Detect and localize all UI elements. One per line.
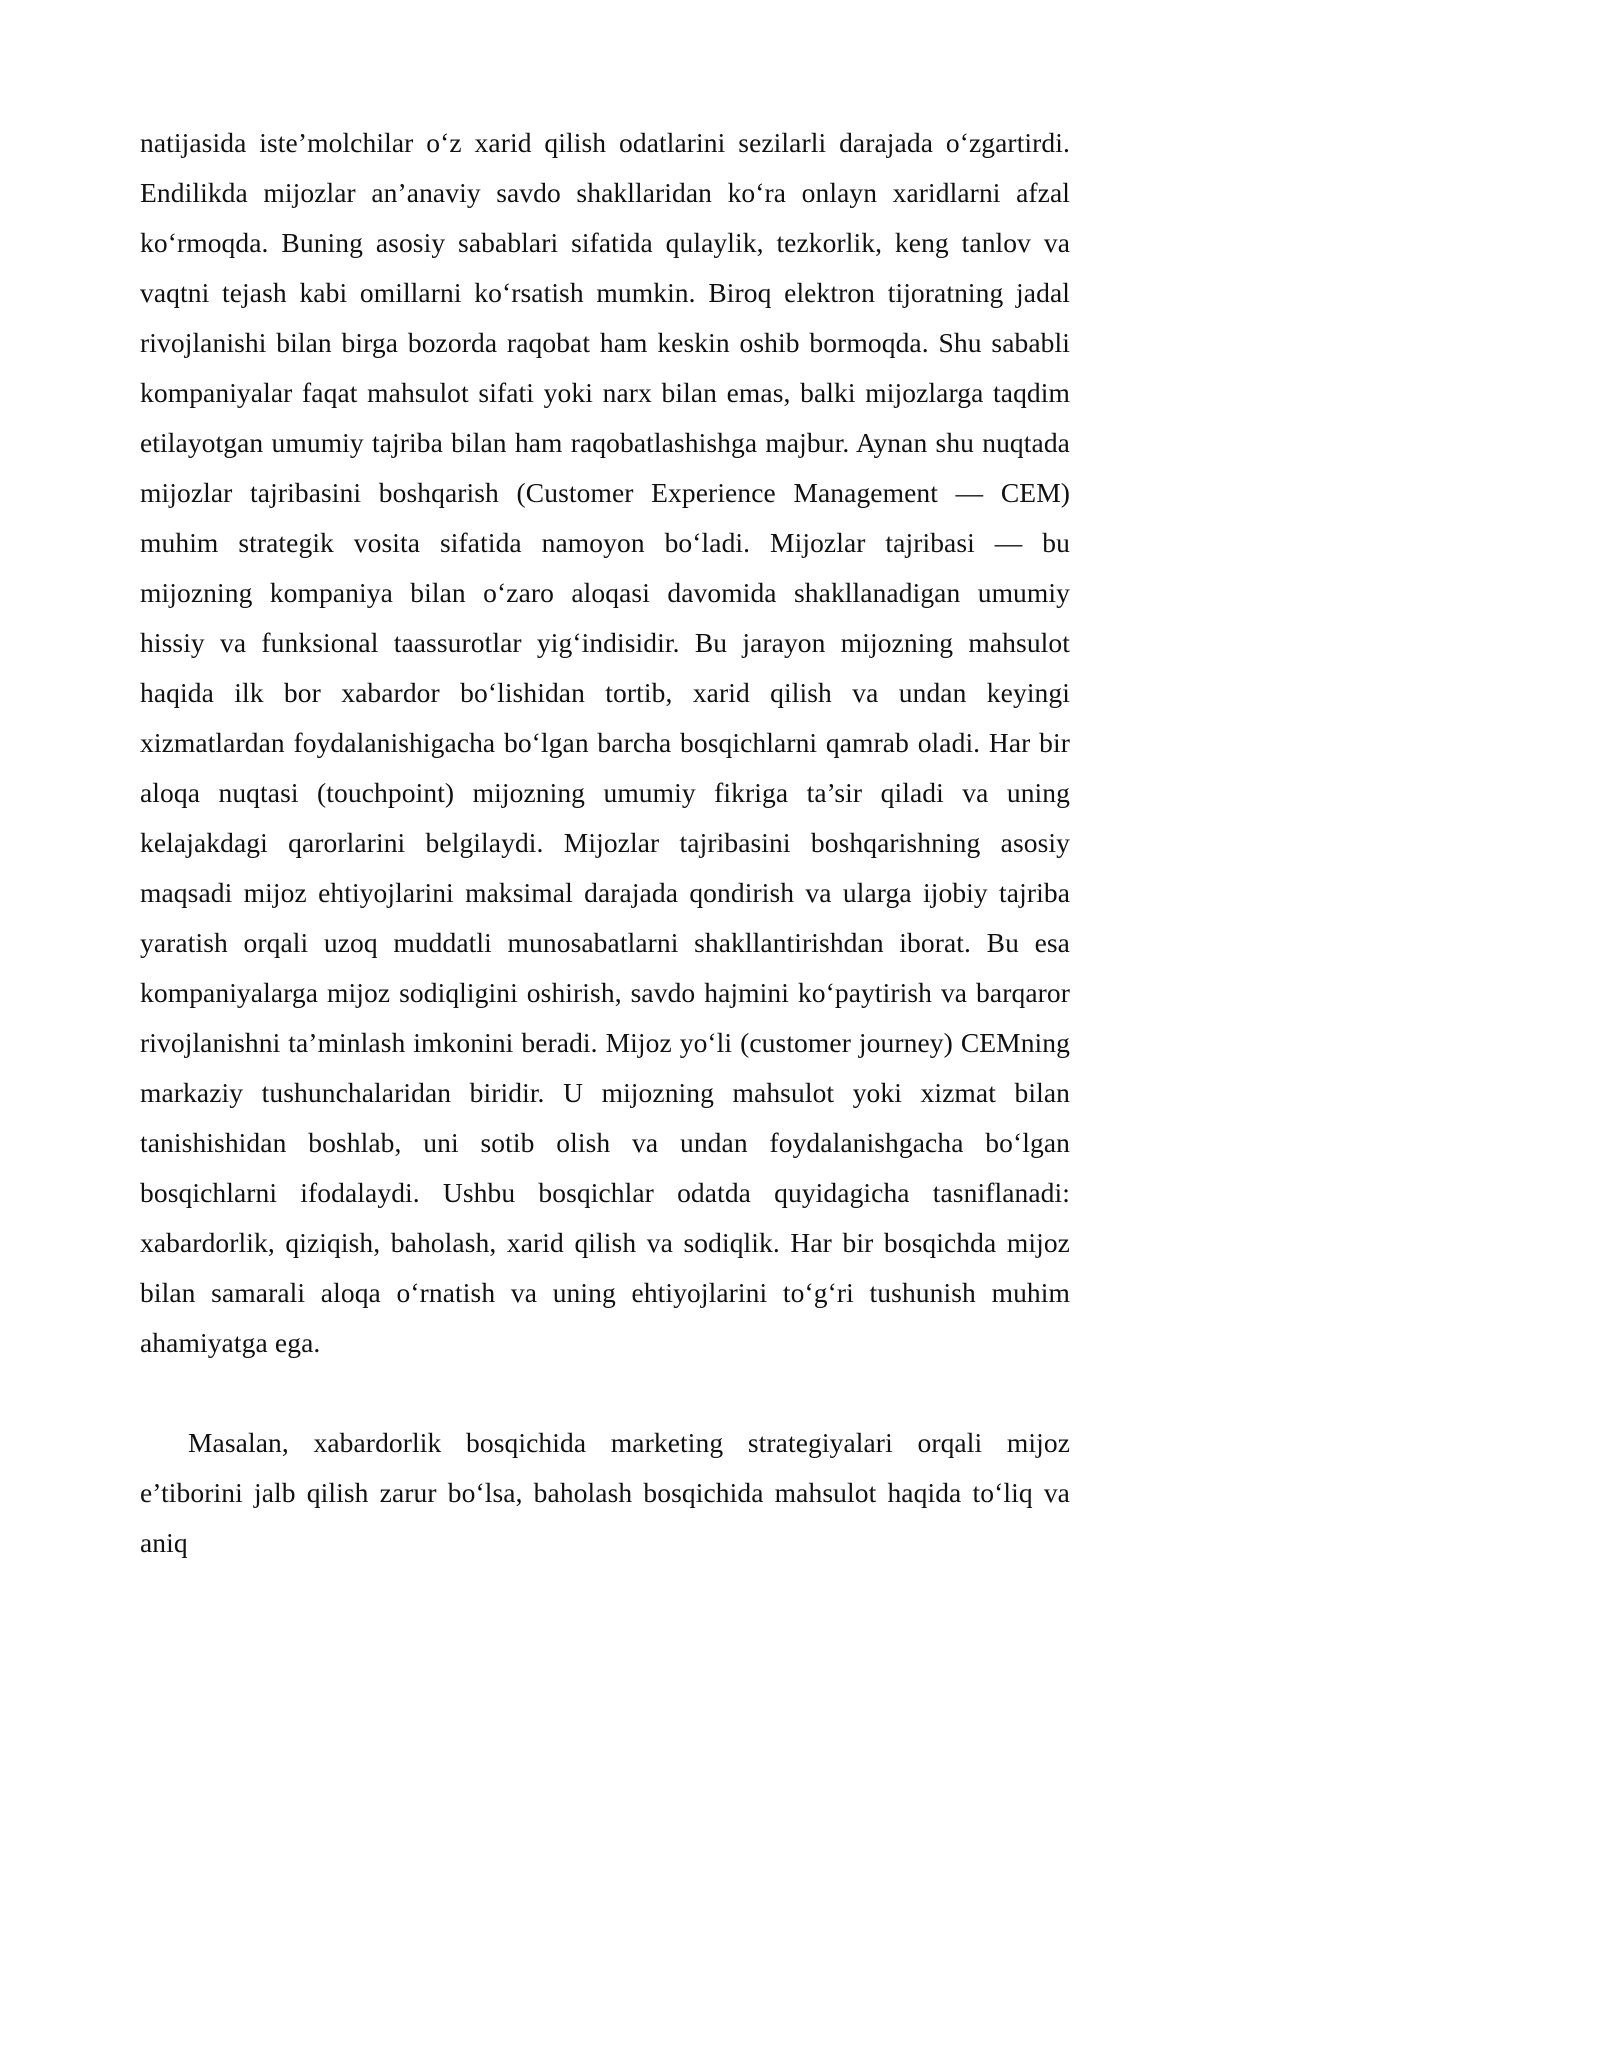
paragraph-masalan: Masalan, xabardorlik bosqichida marketing strategiyalari orqali mijoz e’tiborini jalb qilish zarur bo‘lsa, baholash bosqichida mahsulot haqida to‘liq va aniq [140,1427,1070,1558]
text-column [140,118,1070,1568]
paragraph-continued: natijasida iste’molchilar o‘z xarid qilish odatlarini sezilarli darajada o‘zgartirdi. Endilikda mijozlar an’anaviy savdo shakllaridan ko‘ra onlayn xaridlarni afzal ko‘rmoqda. Buning asosiy sabablari sifatida qulaylik, tezkorlik, keng tanlov va vaqtni tejash kabi omillarni ko‘rsatish mumkin. Biroq elektron tijoratning jadal rivojlanishi bilan birga bozorda raqobat ham keskin oshib bormoqda. Shu sababli kompaniyalar faqat mahsulot sifati yoki narx bilan emas, balki mijozlarga taqdim etilayotgan umumiy tajriba bilan ham raqobatlashishga majbur. Aynan shu nuqtada mijozlar tajribasini boshqarish (Customer Experience Management — CEM) muhim strategik vosita sifatida namoyon bo‘ladi. Mijozlar tajribasi — bu mijozning kompaniya bilan o‘zaro aloqasi davomida shakllanadigan umumiy hissiy va funksional taassurotlar yig‘indisidir. Bu jarayon mijozning mahsulot haqida ilk bor xabardor bo‘lishidan tortib, xarid qilish va undan keyingi xizmatlardan foydalanishigacha bo‘lgan barcha bosqichlarni qamrab oladi. Har bir aloqa nuqtasi (touchpoint) mijozning umumiy fikriga ta’sir qiladi va uning kelajakdagi qarorlarini belgilaydi. Mijozlar tajribasini boshqarishning asosiy maqsadi mijoz ehtiyojlarini maksimal darajada qondirish va ularga ijobiy tajriba yaratish orqali uzoq muddatli munosabatlarni shakllantirishdan iborat. Bu esa kompaniyalarga mijoz sodiqligini oshirish, savdo hajmini ko‘paytirish va barqaror rivojlanishni ta’minlash imkonini beradi. Mijoz yo‘li (customer journey) CEMning markaziy tushunchalaridan biridir. U mijozning mahsulot yoki xizmat bilan tanishishidan boshlab, uni sotib olish va undan foydalanishgacha bo‘lgan bosqichlarni ifodalaydi. Ushbu bosqichlar odatda quyidagicha tasniflanadi: xabardorlik, qiziqish, baholash, xarid qilish va sodiqlik. Har bir bosqichda mijoz bilan samarali aloqa o‘rnatish va uning ehtiyojlarini to‘g‘ri tushunish muhim ahamiyatga ega. [140,127,1070,1358]
